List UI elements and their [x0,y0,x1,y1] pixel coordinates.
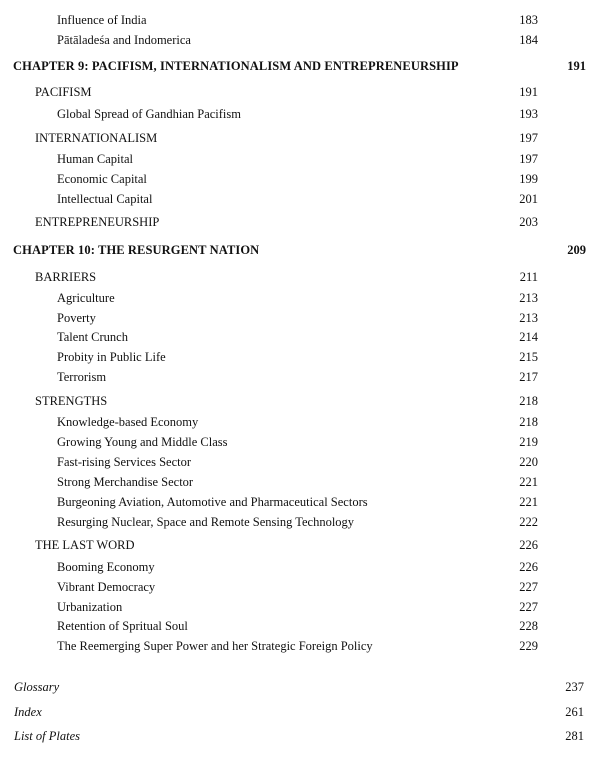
toc-entry [0,368,600,386]
back-matter-title: List of Plates [14,729,80,743]
toc-entry-page: 184 [519,33,538,47]
toc-entry-title: Human Capital [57,152,134,166]
toc-entry-page: 220 [519,455,538,469]
back-matter-entry [0,703,600,721]
section-page: 218 [519,394,538,408]
toc-entry-page: 226 [519,560,538,574]
toc-entry-page: 193 [519,107,538,121]
section-title: STRENGTHS [35,394,108,408]
toc-entry [0,348,600,366]
chapter-page: 209 [567,243,586,257]
toc-entry-page: 227 [519,580,538,594]
toc-entry-title: Knowledge-based Economy [57,415,199,429]
toc-entry [0,598,600,616]
back-matter-page: 261 [565,705,584,719]
chapter-heading [0,57,600,75]
toc-entry [0,105,600,123]
section-title: PACIFISM [35,85,92,99]
section-title: THE LAST WORD [35,538,135,552]
toc-entry [0,433,600,451]
toc-entry-title: Resurging Nuclear, Space and Remote Sensing Technology [57,515,355,529]
toc-entry-page: 222 [519,515,538,529]
toc-entry-title: Talent Crunch [57,330,128,344]
toc-entry-page: 215 [519,350,538,364]
section-title: INTERNATIONALISM [35,131,158,145]
toc-entry-title: Burgeoning Aviation, Automotive and Pharmaceutical Sectors [57,495,368,509]
toc-entry-page: 183 [519,13,538,27]
toc-entry [0,309,600,327]
toc-entry [0,170,600,188]
toc-entry-page: 221 [519,475,538,489]
section-title: ENTREPRENEURSHIP [35,215,160,229]
toc-entry-title: Economic Capital [57,172,147,186]
toc-entry-title: Strong Merchandise Sector [57,475,194,489]
toc-entry [0,558,600,576]
toc-entry-page: 201 [519,192,538,206]
toc-entry-title: Fast-rising Services Sector [57,455,192,469]
toc-entry [0,413,600,431]
section-page: 203 [519,215,538,229]
toc-entry [0,493,600,511]
toc-entry-page: 218 [519,415,538,429]
toc-entry-title: Influence of India [57,13,147,27]
chapter-heading [0,241,600,259]
back-matter-page: 281 [565,729,584,743]
section-heading [0,213,600,231]
toc-entry-page: 213 [519,291,538,305]
toc-entry [0,473,600,491]
toc-entry [0,150,600,168]
section-heading [0,129,600,147]
toc-entry [0,578,600,596]
toc-entry-title: Terrorism [57,370,107,384]
toc-entry-page: 219 [519,435,538,449]
toc-entry-title: Booming Economy [57,560,155,574]
toc-entry-page: 228 [519,619,538,633]
toc-entry [0,190,600,208]
toc-entry [0,11,600,29]
toc-entry [0,637,600,655]
back-matter-entry [0,727,600,745]
toc-entry-title: Agriculture [57,291,115,305]
back-matter-title: Glossary [14,680,60,694]
toc-entry-title: Retention of Spritual Soul [57,619,188,633]
toc-entry-title: Intellectual Capital [57,192,153,206]
toc-entry-page: 213 [519,311,538,325]
toc-entry-page: 229 [519,639,538,653]
section-heading [0,536,600,554]
toc-entry-title: Poverty [57,311,96,325]
section-page: 226 [519,538,538,552]
section-page: 191 [519,85,538,99]
back-matter-entry [0,678,600,696]
toc-entry [0,328,600,346]
toc-entry-title: Vibrant Democracy [57,580,156,594]
toc-entry-title: Probity in Public Life [57,350,166,364]
toc-entry-title: Growing Young and Middle Class [57,435,228,449]
toc-entry-page: 197 [519,152,538,166]
toc-entry-page: 221 [519,495,538,509]
toc-entry [0,31,600,49]
toc-entry-title: The Reemerging Super Power and her Strategic Foreign Policy [57,639,373,653]
toc-entry [0,617,600,635]
section-page: 197 [519,131,538,145]
section-heading [0,392,600,410]
chapter-page: 191 [567,59,586,73]
toc-entry-title: Pātāladeśa and Indomerica [57,33,191,47]
section-heading [0,268,600,286]
back-matter-page: 237 [565,680,584,694]
toc-entry [0,289,600,307]
chapter-title: CHAPTER 9: PACIFISM, INTERNATIONALISM AND ENTREPRENEURSHIP [13,59,459,73]
toc-entry-page: 199 [519,172,538,186]
section-heading [0,83,600,101]
section-title: BARRIERS [35,270,97,284]
toc-entry-page: 214 [519,330,538,344]
toc-entry-title: Urbanization [57,600,123,614]
chapter-title: CHAPTER 10: THE RESURGENT NATION [13,243,260,257]
toc-entry-page: 227 [519,600,538,614]
back-matter-title: Index [14,705,42,719]
toc-entry-page: 217 [519,370,538,384]
toc-entry-title: Global Spread of Gandhian Pacifism [57,107,241,121]
toc-entry [0,453,600,471]
toc-entry [0,513,600,531]
section-page: 211 [519,270,538,284]
